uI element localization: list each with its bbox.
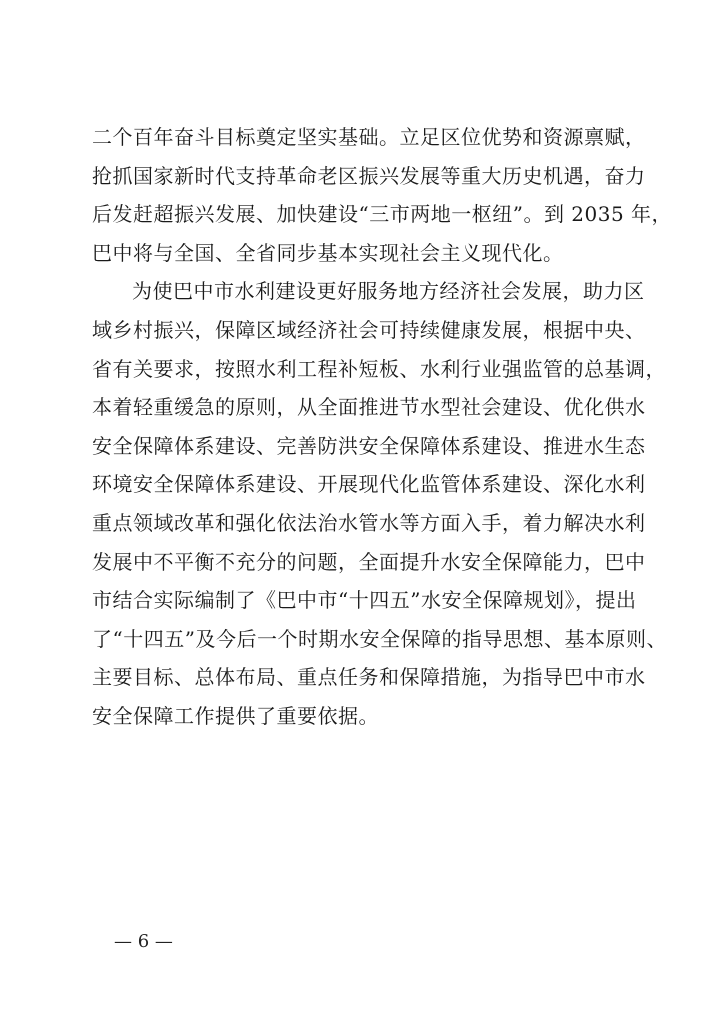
paragraph-2-line-7: 重点领域改革和强化依法治水管水等方面入手，着力解决水利 xyxy=(92,510,646,535)
paragraph-2-line-3: 省有关要求，按照水利工程补短板、水利行业强监管的总基调， xyxy=(92,356,666,381)
paragraph-1-line-1: 二个百年奋斗目标奠定坚实基础。立足区位优势和资源禀赋， xyxy=(92,125,646,149)
paragraph-1-line-2: 抢抓国家新时代支持革命老区振兴发展等重大历史机遇，奋力 xyxy=(92,163,646,188)
body-text xyxy=(92,118,673,736)
paragraph-2-line-4: 本着轻重缓急的原则，从全面推进节水型社会建设、优化供水 xyxy=(92,395,646,420)
paragraph-1-line-3: 后发赶超振兴发展、加快建设“三市两地一枢纽”。到 2035 年， xyxy=(92,202,673,227)
paragraph-2-line-10: 了“十四五”及今后一个时期水安全保障的指导思想、基本原则、 xyxy=(92,626,667,651)
paragraph-2-line-8: 发展中不平衡不充分的问题，全面提升水安全保障能力，巴中 xyxy=(92,549,646,574)
paragraph-2-line-9: 市结合实际编制了《巴中市“十四五”水安全保障规划》，提出 xyxy=(92,588,637,613)
paragraph-2-line-5: 安全保障体系建设、完善防洪安全保障体系建设、推进水生态 xyxy=(92,433,646,458)
paragraph-2-line-11: 主要目标、总体布局、重点任务和保障措施，为指导巴中市水 xyxy=(92,665,646,690)
page-number: — 6 — xyxy=(114,931,173,952)
paragraph-1-line-4: 巴中将与全国、全省同步基本实现社会主义现代化。 xyxy=(92,240,564,265)
paragraph-2-line-6: 环境安全保障体系建设、开展现代化监管体系建设、深化水利 xyxy=(92,472,646,497)
paragraph-2-line-2: 域乡村振兴，保障区域经济社会可持续健康发展，根据中央、 xyxy=(92,317,646,342)
paragraph-2-line-1: 为使巴中市水利建设更好服务地方经济社会发展，助力区 xyxy=(132,279,645,304)
paragraph-2-line-12: 安全保障工作提供了重要依据。 xyxy=(92,703,379,728)
